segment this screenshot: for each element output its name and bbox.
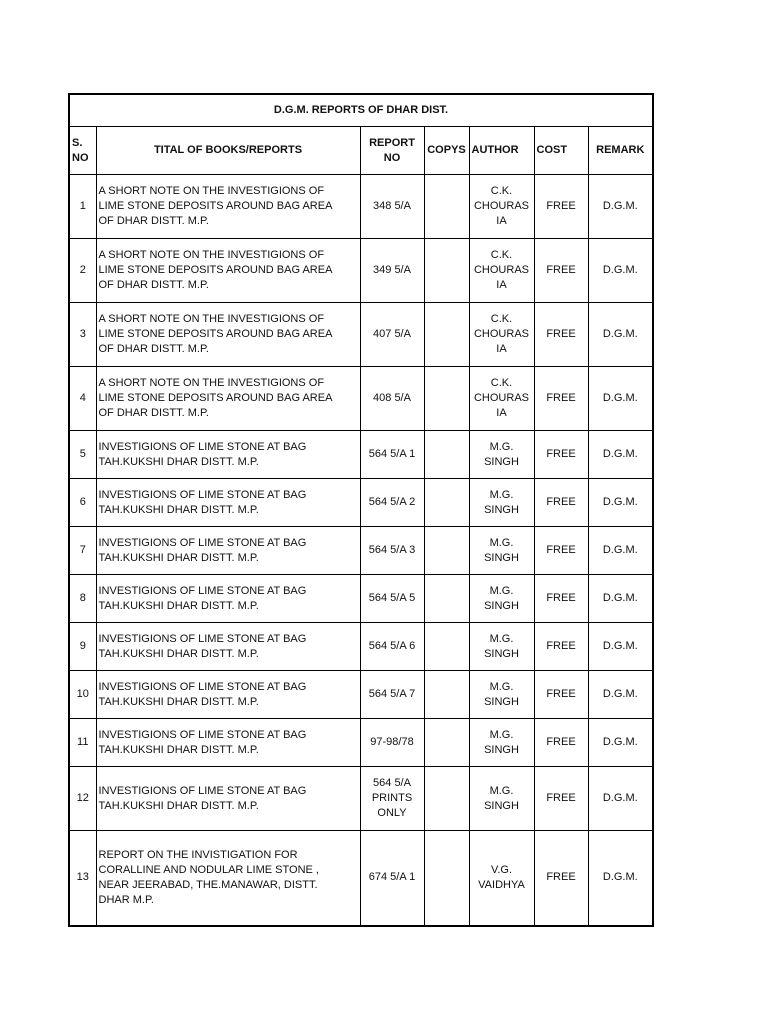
cell-remark: D.G.M. <box>588 367 653 431</box>
cell-copys <box>424 175 469 239</box>
table-row <box>69 831 653 926</box>
table-row <box>69 527 653 575</box>
cell-title: INVESTIGIONS OF LIME STONE AT BAG TAH.KUKSHI DHAR DISTT. M.P. <box>96 575 360 623</box>
cell-remark: D.G.M. <box>588 831 653 926</box>
header-author: AUTHOR <box>469 127 534 175</box>
cell-report-no: 564 5/A 6 <box>360 623 424 671</box>
cell-sno: 7 <box>69 527 96 575</box>
cell-cost: FREE <box>534 175 588 239</box>
table-row <box>69 175 653 239</box>
cell-author: M.G. SINGH <box>469 767 534 831</box>
cell-copys <box>424 367 469 431</box>
cell-cost: FREE <box>534 831 588 926</box>
cell-author: M.G. SINGH <box>469 527 534 575</box>
cell-cost: FREE <box>534 671 588 719</box>
cell-report-no: 97-98/78 <box>360 719 424 767</box>
cell-report-no: 348 5/A <box>360 175 424 239</box>
cell-author: M.G. SINGH <box>469 719 534 767</box>
cell-author: V.G. VAIDHYA <box>469 831 534 926</box>
cell-copys <box>424 767 469 831</box>
cell-copys <box>424 575 469 623</box>
cell-remark: D.G.M. <box>588 175 653 239</box>
cell-report-no: 564 5/A 5 <box>360 575 424 623</box>
cell-title: INVESTIGIONS OF LIME STONE AT BAG TAH.KUKSHI DHAR DISTT. M.P. <box>96 479 360 527</box>
table-row <box>69 719 653 767</box>
cell-copys <box>424 623 469 671</box>
cell-sno: 11 <box>69 719 96 767</box>
cell-report-no: 408 5/A <box>360 367 424 431</box>
cell-sno: 9 <box>69 623 96 671</box>
cell-cost: FREE <box>534 303 588 367</box>
cell-title: INVESTIGIONS OF LIME STONE AT BAG TAH.KUKSHI DHAR DISTT. M.P. <box>96 527 360 575</box>
cell-copys <box>424 479 469 527</box>
cell-copys <box>424 671 469 719</box>
cell-cost: FREE <box>534 479 588 527</box>
cell-author: M.G. SINGH <box>469 623 534 671</box>
cell-title: INVESTIGIONS OF LIME STONE AT BAG TAH.KUKSHI DHAR DISTT. M.P. <box>96 671 360 719</box>
cell-remark: D.G.M. <box>588 623 653 671</box>
cell-sno: 10 <box>69 671 96 719</box>
header-title: TITAL OF BOOKS/REPORTS <box>96 127 360 175</box>
table-title: D.G.M. REPORTS OF DHAR DIST. <box>69 94 653 127</box>
cell-report-no: 349 5/A <box>360 239 424 303</box>
cell-copys <box>424 239 469 303</box>
header-cost: COST <box>534 127 588 175</box>
cell-author: C.K. CHOURAS IA <box>469 239 534 303</box>
table-row <box>69 239 653 303</box>
cell-sno: 2 <box>69 239 96 303</box>
table-row <box>69 575 653 623</box>
cell-title: A SHORT NOTE ON THE INVESTIGIONS OF LIME STONE DEPOSITS AROUND BAG AREA OF DHAR DISTT. M.P. <box>96 239 360 303</box>
cell-cost: FREE <box>534 623 588 671</box>
cell-title: INVESTIGIONS OF LIME STONE AT BAG TAH.KUKSHI DHAR DISTT. M.P. <box>96 719 360 767</box>
cell-sno: 3 <box>69 303 96 367</box>
cell-report-no: 564 5/A 1 <box>360 431 424 479</box>
cell-remark: D.G.M. <box>588 719 653 767</box>
cell-sno: 13 <box>69 831 96 926</box>
cell-remark: D.G.M. <box>588 671 653 719</box>
cell-report-no: 564 5/A 2 <box>360 479 424 527</box>
cell-sno: 12 <box>69 767 96 831</box>
cell-copys <box>424 527 469 575</box>
cell-cost: FREE <box>534 527 588 575</box>
cell-report-no: 564 5/A PRINTS ONLY <box>360 767 424 831</box>
header-remark: REMARK <box>588 127 653 175</box>
reports-table <box>68 93 654 927</box>
cell-title: INVESTIGIONS OF LIME STONE AT BAG TAH.KUKSHI DHAR DISTT. M.P. <box>96 767 360 831</box>
table-row <box>69 767 653 831</box>
cell-remark: D.G.M. <box>588 527 653 575</box>
cell-sno: 6 <box>69 479 96 527</box>
cell-title: A SHORT NOTE ON THE INVESTIGIONS OF LIME STONE DEPOSITS AROUND BAG AREA OF DHAR DISTT. M.P. <box>96 175 360 239</box>
table-row <box>69 479 653 527</box>
cell-sno: 8 <box>69 575 96 623</box>
cell-cost: FREE <box>534 575 588 623</box>
cell-title: A SHORT NOTE ON THE INVESTIGIONS OF LIME STONE DEPOSITS AROUND BAG AREA OF DHAR DISTT. M.P. <box>96 367 360 431</box>
cell-author: C.K. CHOURAS IA <box>469 367 534 431</box>
cell-copys <box>424 719 469 767</box>
cell-report-no: 564 5/A 3 <box>360 527 424 575</box>
cell-title: REPORT ON THE INVISTIGATION FOR CORALLINE AND NODULAR LIME STONE , NEAR JEERABAD, THE.MANAWAR, DISTT. DHAR M.P. <box>96 831 360 926</box>
cell-copys <box>424 303 469 367</box>
cell-title: A SHORT NOTE ON THE INVESTIGIONS OF LIME STONE DEPOSITS AROUND BAG AREA OF DHAR DISTT. M.P. <box>96 303 360 367</box>
cell-remark: D.G.M. <box>588 479 653 527</box>
cell-author: M.G. SINGH <box>469 575 534 623</box>
cell-cost: FREE <box>534 367 588 431</box>
cell-remark: D.G.M. <box>588 239 653 303</box>
header-sno: S. NO <box>69 127 96 175</box>
table-row <box>69 303 653 367</box>
cell-copys <box>424 831 469 926</box>
cell-remark: D.G.M. <box>588 303 653 367</box>
cell-remark: D.G.M. <box>588 575 653 623</box>
cell-author: C.K. CHOURAS IA <box>469 303 534 367</box>
cell-cost: FREE <box>534 431 588 479</box>
cell-report-no: 674 5/A 1 <box>360 831 424 926</box>
cell-remark: D.G.M. <box>588 431 653 479</box>
cell-author: M.G. SINGH <box>469 431 534 479</box>
cell-title: INVESTIGIONS OF LIME STONE AT BAG TAH.KUKSHI DHAR DISTT. M.P. <box>96 623 360 671</box>
cell-remark: D.G.M. <box>588 767 653 831</box>
table-row <box>69 671 653 719</box>
cell-author: C.K. CHOURAS IA <box>469 175 534 239</box>
cell-cost: FREE <box>534 239 588 303</box>
cell-sno: 4 <box>69 367 96 431</box>
cell-author: M.G. SINGH <box>469 671 534 719</box>
cell-copys <box>424 431 469 479</box>
cell-sno: 1 <box>69 175 96 239</box>
cell-report-no: 564 5/A 7 <box>360 671 424 719</box>
cell-cost: FREE <box>534 719 588 767</box>
cell-sno: 5 <box>69 431 96 479</box>
table-row <box>69 431 653 479</box>
header-report-no: REPORT NO <box>360 127 424 175</box>
table-row <box>69 367 653 431</box>
cell-report-no: 407 5/A <box>360 303 424 367</box>
cell-author: M.G. SINGH <box>469 479 534 527</box>
table-row <box>69 623 653 671</box>
cell-title: INVESTIGIONS OF LIME STONE AT BAG TAH.KUKSHI DHAR DISTT. M.P. <box>96 431 360 479</box>
header-copys: COPYS <box>424 127 469 175</box>
cell-cost: FREE <box>534 767 588 831</box>
